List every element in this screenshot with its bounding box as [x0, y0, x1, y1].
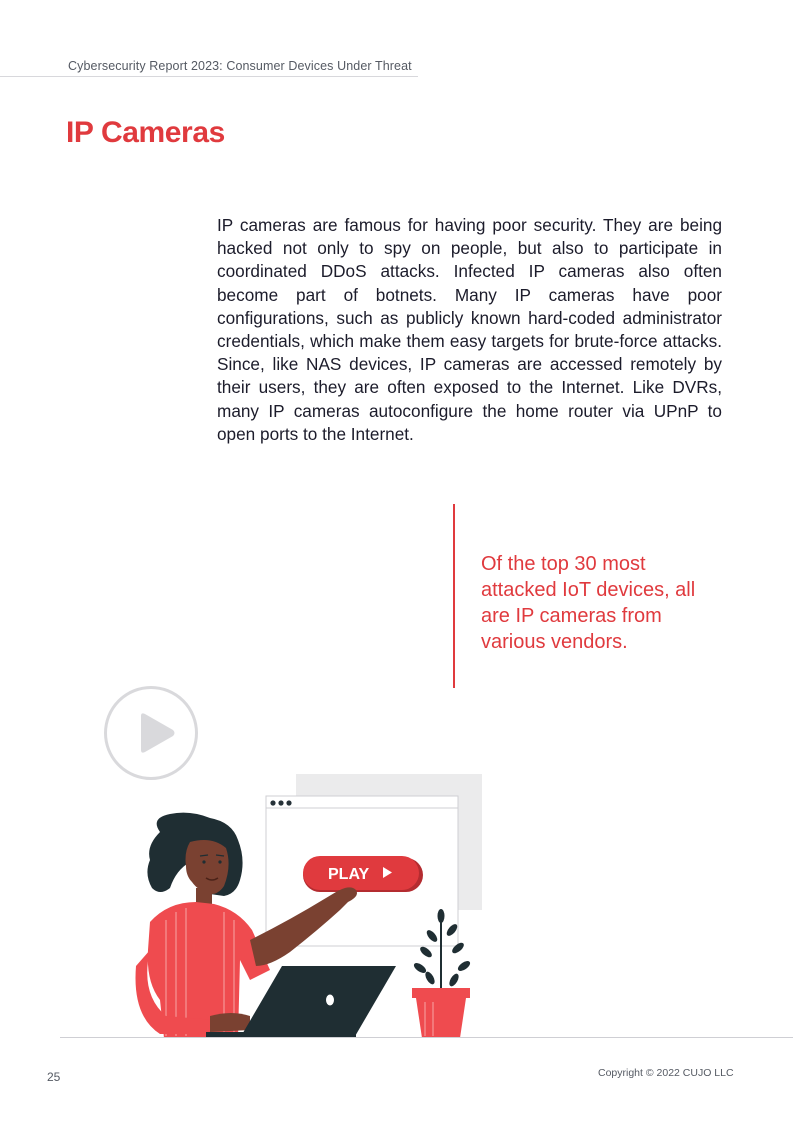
- play-pill-label: PLAY: [328, 866, 370, 883]
- video-play-button[interactable]: [104, 686, 198, 780]
- running-header: Cybersecurity Report 2023: Consumer Devices Under Threat: [68, 59, 412, 73]
- callout-bar: [453, 504, 455, 688]
- section-title: IP Cameras: [66, 116, 225, 149]
- play-icon: [107, 689, 195, 777]
- callout-text: Of the top 30 most attacked IoT devices, all are IP cameras from various vendors.: [481, 553, 696, 653]
- page-number: 25: [47, 1070, 61, 1084]
- body-paragraph: IP cameras are famous for having poor security. They are being hacked not only to spy on people, but also to participate in coordinated DDoS attacks. Infected IP cameras also often become part of botnets. Many IP cameras have poor configurations, such as publicly known hard-coded administrator credentials, which make them easy targets for brute-force attacks. Since, like NAS devices, IP cameras are accessed remotely by their users, they are often exposed to the Internet. Like DVRs, many IP cameras autoconfigure the home router via UPnP to open ports to the Internet.: [217, 215, 722, 444]
- header-rule: [0, 76, 418, 77]
- play-pill-button: [303, 856, 423, 892]
- copyright-notice: Copyright © 2022 CUJO LLC: [598, 1067, 734, 1079]
- woman-with-laptop-illustration: [0, 770, 520, 1040]
- footer-rule: [60, 1037, 793, 1038]
